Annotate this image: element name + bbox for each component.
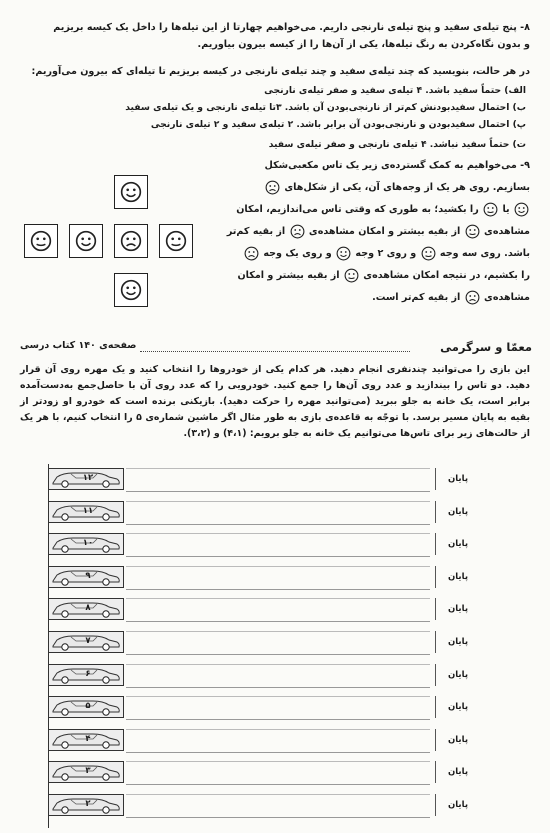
race-car[interactable] [48, 761, 124, 783]
finish-label: پایان [435, 533, 480, 555]
neutral-face-icon [465, 224, 480, 239]
race-lane [48, 631, 480, 657]
car-number: ۶ [85, 668, 91, 679]
section-title: معمّا و سرگرمی [440, 340, 532, 354]
finish-label: پایان [435, 598, 480, 620]
q9-text [210, 155, 530, 309]
race-lane [48, 468, 480, 494]
race-car[interactable] [48, 794, 124, 816]
q9-line1: ۹- می‌خواهیم به کمک گسترده‌ی زیر یک تاس مکعبی‌شکل [264, 160, 530, 171]
race-track [126, 533, 430, 557]
race-track [126, 566, 430, 590]
race-track [126, 664, 430, 688]
car-number: ۴ [85, 733, 91, 744]
finish-label: پایان [435, 729, 480, 751]
happy-face-icon [120, 181, 142, 203]
q9-line5: باشد. روی سه وجه و روی ۲ وجه و روی یک وجه [210, 243, 530, 265]
cube-face-middle-left [69, 224, 103, 258]
car-number: ۵ [85, 701, 91, 712]
neutral-face-icon [483, 202, 498, 217]
race-lane [48, 729, 480, 755]
finish-label: پایان [435, 761, 480, 783]
game-instructions: این بازی را می‌توانید چندنفری انجام دهید. هر کدام یکی از خودروها را انتخاب کنید و یک مهره روی آن قرار دهید. دو تاس را بیندازید و عدد روی آن‌ها را جمع کنید. خودرویی را که عدد روی آن با حاصل‌جمع به‌دست‌آمده برابر است، یک خانه به جلو ببرید (می‌توانید مهره را حرکت دهید). بازیکنی برنده است که خودرو او زودتر از بقیه به پایان مسیر برسد. با توجّه به قاعده‌ی بازی به طور مثال اگر ماشین شماره‌ی ۵ را انتخاب کنیم، با هر یک از حالت‌های زیر برای تاس‌ها می‌توانیم یک خانه به جلو برویم: (۴،۱) و (۳،۲). [20, 364, 530, 439]
race-track [126, 729, 430, 753]
q9-line7: مشاهده‌ی از بقیه کم‌تر است. [210, 287, 530, 309]
neutral-face-icon [421, 246, 436, 261]
cube-net-diagram [18, 175, 218, 320]
car-number: ۱۰ [82, 538, 94, 549]
car-number: ۲ [85, 799, 91, 809]
race-lane [48, 566, 480, 592]
race-car[interactable] [48, 501, 124, 523]
race-car[interactable] [48, 664, 124, 686]
race-lane [48, 533, 480, 559]
race-lane [48, 664, 480, 690]
cube-face-bottom [114, 273, 148, 307]
cube-face-left [24, 224, 58, 258]
finish-label: پایان [435, 664, 480, 686]
finish-label: پایان [435, 501, 480, 523]
q9-line2: بسازیم. روی هر یک از وجه‌های آن، یکی از شکل‌های [210, 177, 530, 199]
car-number: ۹ [85, 570, 91, 581]
cube-face-right [159, 224, 193, 258]
race-car[interactable] [48, 598, 124, 620]
q8-option-a: الف) حتماً سفید باشد. ۴ تیله‌ی سفید و صفر تیله‌ی نارنجی [264, 85, 526, 96]
happy-face-icon [120, 279, 142, 301]
q9-line6: را بکشیم، در نتیجه امکان مشاهده‌ی از بقیه بیشتر و امکان [210, 265, 530, 287]
happy-face-icon [336, 246, 351, 261]
race-car[interactable] [48, 533, 124, 555]
finish-label: پایان [435, 566, 480, 588]
car-number: ۱۲ [82, 473, 94, 483]
q8-line3: در هر حالت، بنویسید که چند تیله‌ی سفید و چند تیله‌ی نارنجی در کیسه بریزیم تا تیله‌ای که بیرون می‌آوریم: [31, 66, 530, 77]
race-track [126, 696, 430, 720]
sad-face-icon [244, 246, 259, 261]
cube-face-center [114, 224, 148, 258]
race-board [48, 468, 480, 828]
race-car[interactable] [48, 696, 124, 718]
neutral-face-icon [344, 268, 359, 283]
neutral-face-icon [30, 230, 52, 252]
race-track [126, 501, 430, 525]
finish-label: پایان [435, 794, 480, 816]
section-reference: صفحه‌ی ۱۴۰ کتاب درسی [20, 340, 137, 351]
car-number: ۳ [85, 766, 91, 777]
section-divider [140, 351, 410, 352]
race-car[interactable] [48, 729, 124, 751]
car-number: ۱۱ [82, 505, 94, 516]
sad-face-icon [290, 224, 305, 239]
happy-face-icon [514, 202, 529, 217]
race-car[interactable] [48, 468, 124, 490]
q8-option-b: ب) احتمال سفیدبودنش کم‌تر از نارنجی‌بودن آن باشد. ۳تا تیله‌ی نارنجی و یک تیله‌ی سفید [125, 102, 526, 113]
q9-line4: مشاهده‌ی از بقیه بیشتر و امکان مشاهده‌ی از بقیه کم‌تر [210, 221, 530, 243]
q8-line1: ۸- پنج تیله‌ی سفید و پنج تیله‌ی نارنجی داریم. می‌خواهیم چهارتا از این تیله‌ها را داخل یک کیسه بریزیم [53, 22, 530, 33]
q8-line2: و بدون نگاه‌کردن به رنگ تیله‌ها، یکی از آن‌ها را از کیسه بیرون بیاوریم. [197, 39, 530, 50]
cube-face-top [114, 175, 148, 209]
finish-label: پایان [435, 696, 480, 718]
race-track [126, 468, 430, 492]
q8-option-t: ت) حتماً سفید نباشد. ۴ تیله‌ی نارنجی و صفر تیله‌ی سفید [268, 139, 526, 150]
q9-line3: یا را بکشید؛ به طوری که وقتی تاس می‌اندازیم، امکان [210, 199, 530, 221]
car-number: ۸ [85, 603, 91, 614]
sad-face-icon [120, 230, 142, 252]
sad-face-icon [465, 290, 480, 305]
race-lane [48, 761, 480, 787]
race-track [126, 794, 430, 818]
race-track [126, 631, 430, 655]
neutral-face-icon [165, 230, 187, 252]
sad-face-icon [265, 180, 280, 195]
happy-face-icon [75, 230, 97, 252]
race-lane [48, 696, 480, 722]
race-track [126, 598, 430, 622]
finish-label: پایان [435, 468, 480, 490]
q8-option-p: پ) احتمال سفیدبودن و نارنجی‌بودن آن برابر باشد. ۲ تیله‌ی سفید و ۲ تیله‌ی نارنجی [150, 119, 526, 130]
finish-label: پایان [435, 631, 480, 653]
race-track [126, 761, 430, 785]
race-car[interactable] [48, 631, 124, 653]
race-car[interactable] [48, 566, 124, 588]
race-lane [48, 501, 480, 527]
race-lane [48, 794, 480, 820]
car-number: ۷ [85, 636, 91, 646]
race-lane [48, 598, 480, 624]
